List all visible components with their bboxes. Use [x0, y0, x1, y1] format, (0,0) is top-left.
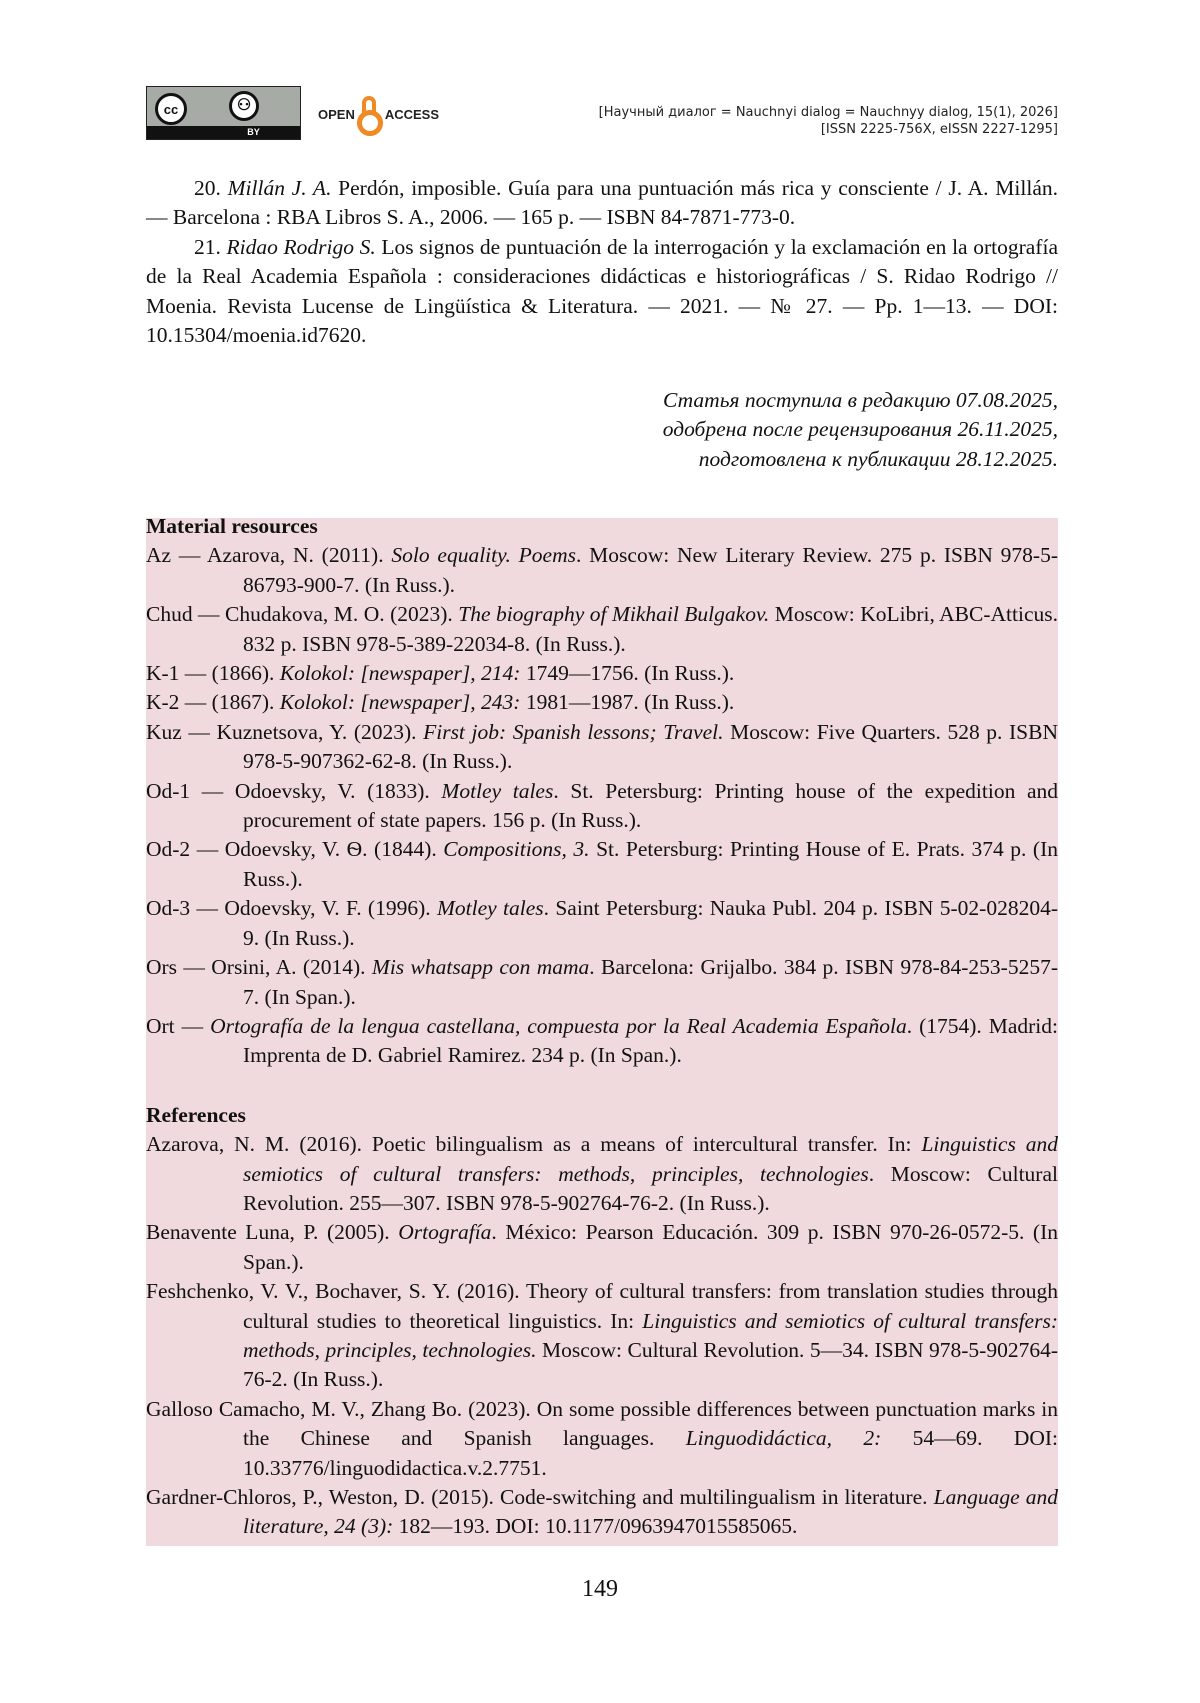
italic-text: Linguodidáctica, 2:	[685, 1426, 882, 1451]
italic-text: Compositions, 3.	[443, 837, 590, 862]
access-label: ACCESS	[384, 106, 440, 122]
text-segment: . Moscow: New Literary Review. 275 p. ISBN 978-5-86793-900-7. (In Russ.).	[243, 543, 1058, 597]
article-dates	[663, 386, 1058, 474]
italic-text: Solo equality. Poems	[391, 543, 576, 568]
text-segment: Los signos de puntuación de la interrogación y la exclamación en la ortografía de la Real Academia Española : consideraciones didácticas e historiográficas / S. Ridao Rodrigo // Moenia. Revista Lucense de Lingüística & Literatura. — 2021. — № 27. — Pp. 1—13. — DOI: 10.15304/moenia.id7620.	[146, 234, 1058, 348]
text-segment: Chud — Chudakova, M. O. (2023).	[146, 602, 459, 627]
text-segment: Moscow: KoLibri, ABC-Atticus. 832 p. ISBN 978-5-389-22034-8. (In Russ.).	[243, 602, 1058, 656]
text-segment: Kuz — Kuznetsova, Y. (2023).	[146, 719, 424, 744]
bibliography-entry	[146, 777, 1058, 836]
page-number: 149	[582, 1576, 618, 1602]
text-segment: . Barcelona: Grijalbo. 384 p. ISBN 978-84-253-5257-7. (In Span.).	[243, 955, 1059, 1009]
date-received: Статья поступила в редакцию 07.08.2025,	[662, 388, 1058, 412]
italic-text: Linguistics and semiotics of cultural transfers: methods, principles, technologies.	[243, 1308, 1058, 1362]
journal-info	[599, 104, 1058, 138]
by-label: BY	[247, 127, 260, 137]
text-segment: K-2 — (1867).	[146, 690, 280, 715]
page-header	[146, 86, 1058, 142]
text-segment: Perdón, imposible. Guía para una puntuación más rica y consciente / J. A. Millán. — Barcelona : RBA Libros S. A., 2006. — 165 p. — ISBN 84-7871-773-0.	[146, 176, 1058, 230]
text-segment: . Moscow: Cultural Revolution. 255—307. ISBN 978-5-902764-76-2. (In Russ.).	[243, 1161, 1058, 1215]
text-segment: 54—69. DOI: 10.33776/linguodidactica.v.2.7751.	[243, 1426, 1058, 1480]
bibliography-entry	[146, 1483, 1058, 1542]
text-segment: Od-2 — Odoevsky, V. Ѳ. (1844).	[146, 837, 444, 862]
italic-text: Millán J. A.	[227, 176, 332, 200]
person-icon: ⚇	[229, 91, 259, 121]
open-label: OPEN	[318, 106, 355, 122]
text-segment: . (1754). Madrid: Imprenta de D. Gabriel Ramirez. 234 p. (In Span.).	[243, 1013, 1058, 1068]
bibliography-entry	[146, 600, 1058, 659]
italic-text: Motley tales	[436, 896, 544, 921]
open-lock-icon	[357, 96, 383, 132]
text-segment: Od-1 — Odoevsky, V. (1833).	[146, 778, 442, 803]
italic-text: Ridao Rodrigo S.	[226, 234, 376, 259]
bibliography-entry	[146, 1277, 1058, 1395]
bibliography-entry	[146, 659, 1058, 688]
text-segment: Ort —	[146, 1013, 211, 1038]
text-segment: . México: Pearson Educación. 309 p. ISBN 970-26-0572-5. (In Span.).	[243, 1220, 1058, 1274]
italic-text: Language and literature, 24 (3):	[243, 1485, 1058, 1539]
open-access-logo	[318, 86, 439, 142]
italic-text: First job: Spanish lessons; Travel.	[423, 719, 724, 744]
text-segment: 1749—1756. (In Russ.).	[520, 661, 735, 686]
journal-title-line: [Научный диалог = Nauchnyi dialog = Nauchnyy dialog, 15(1), 2026]	[598, 105, 1058, 120]
cc-label: cc	[163, 102, 179, 117]
text-segment: Od-3 — Odoevsky, V. F. (1996).	[146, 896, 437, 921]
bibliography-entry	[146, 718, 1058, 777]
cc-icon	[155, 93, 187, 125]
text-segment: Ors — Orsini, A. (2014).	[146, 955, 372, 980]
bibliography-entry	[146, 688, 1058, 717]
bibliography-entry	[146, 894, 1058, 953]
text-segment: Moscow: Five Quarters. 528 p. ISBN 978-5-907362-62-8. (In Russ.).	[243, 719, 1058, 774]
date-prepared: подготовлена к публикации 28.12.2025.	[698, 446, 1058, 471]
bibliography-entry	[146, 835, 1058, 894]
text-segment: Galloso Camacho, M. V., Zhang Bo. (2023). On some possible differences between punctuation marks in the Chinese and Spanish languages.	[146, 1396, 1058, 1451]
text-segment: Gardner-Chloros, P., Weston, D. (2015). Code-switching and multilingualism in literature.	[146, 1485, 934, 1509]
text-segment: 1981—1987. (In Russ.).	[520, 690, 735, 715]
text-segment: Benavente Luna, P. (2005).	[146, 1220, 399, 1245]
bibliography-entry	[146, 953, 1058, 1012]
cc-by-license-badge[interactable]	[146, 86, 301, 140]
material-resources-section	[146, 512, 1058, 1542]
bibliography-entry	[146, 1012, 1058, 1071]
bibliography-entry	[146, 541, 1058, 600]
reference-item	[146, 233, 1058, 351]
italic-text: Ortografía	[398, 1220, 492, 1245]
date-approved: одобрена после рецензирования 26.11.2025,	[662, 417, 1058, 442]
text-segment: . Saint Petersburg: Nauka Publ. 204 p. ISBN 5-02-028204-9. (In Russ.).	[243, 896, 1058, 950]
reference-item	[146, 174, 1058, 233]
italic-text: The biography of Mikhail Bulgakov.	[458, 602, 770, 627]
italic-text: Motley tales	[441, 778, 554, 803]
journal-issn-line: [ISSN 2225-756X, eISSN 2227-1295]	[820, 122, 1058, 137]
bibliography-entry	[146, 1218, 1058, 1277]
text-segment: Feshchenko, V. V., Bochaver, S. Y. (2016). Theory of cultural transfers: from translation studies through cultural studies to theoretical linguistics. In:	[146, 1279, 1058, 1333]
section-title: Material resources	[146, 514, 318, 538]
text-segment: Moscow: Cultural Revolution. 5—34. ISBN 978-5-902764-76-2. (In Russ.).	[243, 1337, 1058, 1392]
text-segment: 182—193. DOI: 10.1177/0963947015585065.	[393, 1514, 798, 1539]
text-segment: K-1 — (1866).	[146, 661, 280, 686]
text-segment: Az — Azarova, N. (2011).	[146, 543, 392, 568]
bibliography-entry	[146, 1395, 1058, 1483]
text-segment: St. Petersburg: Printing House of E. Prats. 374 p. (In Russ.).	[243, 837, 1058, 891]
text-segment: 21.	[194, 234, 227, 259]
italic-text: Mis whatsapp con mama	[371, 955, 590, 980]
text-segment: 20.	[194, 176, 228, 200]
top-references	[146, 174, 1058, 350]
text-segment: Azarova, N. M. (2016). Poetic bilingualism as a means of intercultural transfer. In:	[146, 1132, 922, 1157]
section-title: References	[146, 1102, 246, 1127]
italic-text: Kolokol: [newspaper], 243:	[279, 690, 521, 715]
italic-text: Linguistics and semiotics of cultural transfers: methods, principles, technologies	[243, 1132, 1058, 1186]
italic-text: Ortografía de la lengua castellana, compuesta por la Real Academia Española	[210, 1013, 907, 1038]
bibliography-entry	[146, 1130, 1058, 1218]
text-segment: . St. Petersburg: Printing house of the expedition and procurement of state papers. 156 p. (In Russ.).	[243, 778, 1058, 833]
italic-text: Kolokol: [newspaper], 214:	[279, 661, 521, 686]
